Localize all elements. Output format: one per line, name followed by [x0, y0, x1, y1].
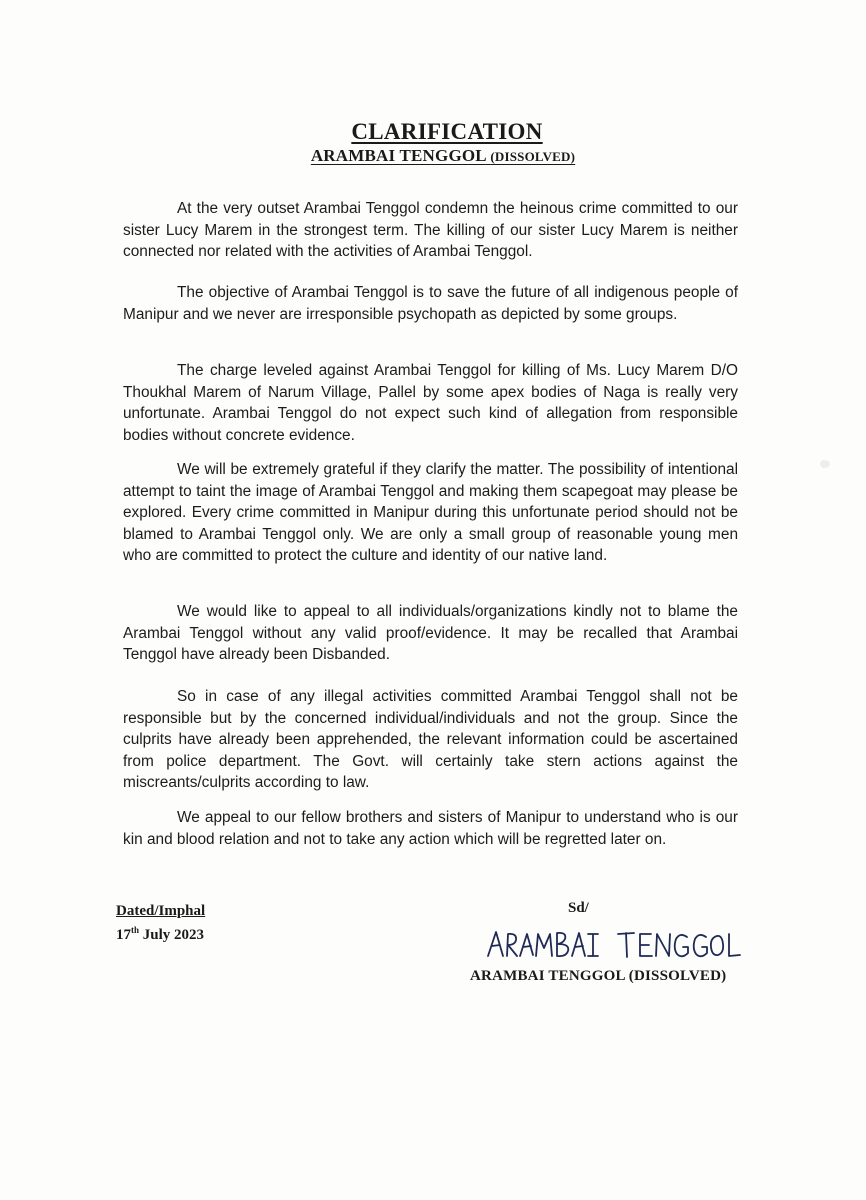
date-value — [116, 921, 205, 945]
paragraph: The objective of Arambai Tenggol is to save the future of all indigenous people of Manipur and we never are irresponsible psychopath as depicted by some groups. — [123, 284, 738, 323]
date-suffix: th — [131, 925, 140, 935]
paragraph: The charge leveled against Arambai Tenggol for killing of Ms. Lucy Marem D/O Thoukhal Marem of Narum Village, Pallel by some apex bodies of Naga is really very unfortunate. Arambai Tenggol do not expect such kind of allegation from responsible bodies without concrete evidence. — [123, 362, 738, 444]
paragraph: At the very outset Arambai Tenggol condemn the heinous crime committed to our sister Lucy Marem in the strongest term. The killing of our sister Lucy Marem is neither connected nor related with the activities of Arambai Tenggol. — [123, 200, 738, 261]
paragraph-block-1 — [123, 198, 738, 263]
paragraph: We would like to appeal to all individuals/organizations kindly not to blame the Arambai Tenggol without any valid proof/evidence. It may be recalled that Arambai Tenggol have already been Disbanded. — [123, 603, 738, 664]
subtitle-dissolved-tag: (DISSOLVED) — [490, 149, 576, 164]
paragraph: We will be extremely grateful if they clarify the matter. The possibility of intentional attempt to taint the image of Arambai Tenggol and making them scapegoat may please be explored. Every crime committed in Manipur during this unfortunate period should not be blamed to Arambai Tenggol only. We are only a small group of reasonable young men who are committed to protect the culture and identity of our native land. — [123, 461, 738, 565]
paragraph: So in case of any illegal activities committed Arambai Tenggol shall not be responsible but by the concerned individual/individuals and not the group. Since the culprits have already been apprehended, the relevant information could be ascertained from police department. The Govt. will certainly take stern actions against the miscreants/culprits according to law. — [123, 688, 738, 792]
document-title: CLARIFICATION — [351, 119, 543, 144]
paragraph-block-7 — [123, 807, 738, 850]
paragraph: We appeal to our fellow brothers and sisters of Manipur to understand who is our kin and blood relation and not to take any action which will be regretted later on. — [123, 809, 738, 848]
signed-label: Sd/ — [568, 900, 589, 916]
document-subtitle — [10, 146, 866, 166]
subtitle-org-name: ARAMBAI TENGGOL — [310, 146, 486, 165]
date-block — [116, 902, 205, 945]
date-month-year: July 2023 — [139, 927, 205, 943]
paragraph-block-6 — [123, 686, 738, 794]
paragraph-block-3 — [123, 360, 738, 446]
paragraph-block-5 — [123, 601, 738, 666]
handwritten-signature — [484, 922, 744, 970]
date-day: 17 — [116, 927, 131, 943]
paragraph-block-4 — [123, 459, 738, 567]
paper-smudge — [820, 460, 830, 468]
paragraph-block-2 — [123, 282, 738, 325]
signatory-org-name: ARAMBAI TENGGOL (DISSOLVED) — [470, 968, 727, 984]
dated-place-label: Dated/Imphal — [116, 903, 206, 919]
